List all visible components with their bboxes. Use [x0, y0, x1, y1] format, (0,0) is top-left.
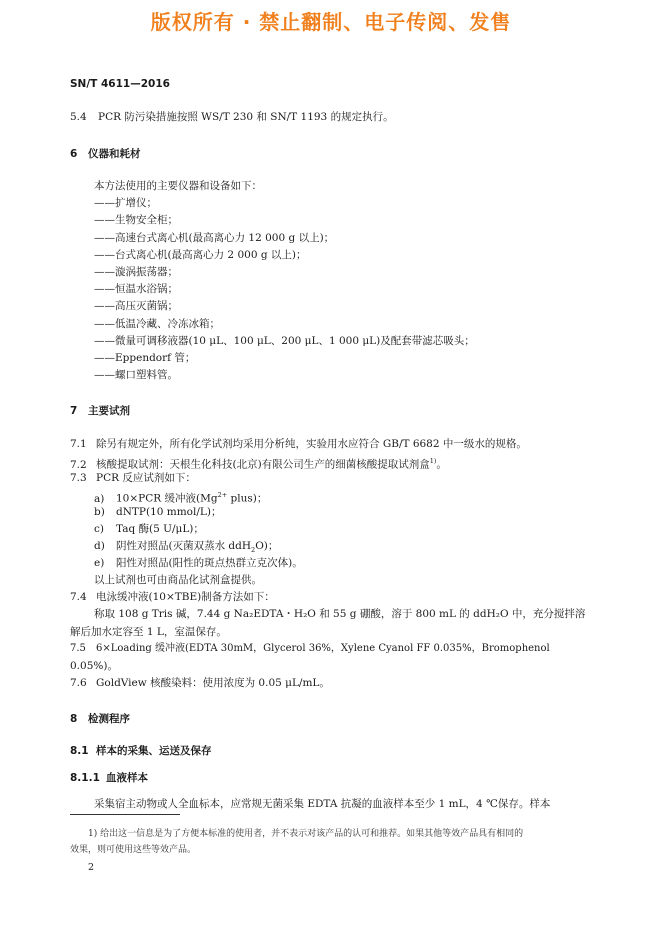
equipment-item: ——微量可调移液器(10 μL、100 μL、200 μL、1 000 μL)及配套带滤芯吸头； [94, 335, 475, 347]
equipment-item: ——扩增仪； [94, 197, 157, 209]
clause-number: 7.3 [70, 472, 87, 484]
reagent-note: 以上试剂也可由商品化试剂盒提供。 [94, 574, 262, 586]
clause-number: 7.6 [70, 677, 87, 689]
equipment-item: ——低温冷藏、冷冻冰箱； [94, 318, 220, 330]
page-number: 2 [88, 862, 95, 873]
clause-number: 7.1 [70, 438, 87, 450]
clause-text: 6×Loading 缓冲液(EDTA 30mM，Glycerol 36%，Xylene Cyanol FF 0.035%，Bromophenol [96, 643, 550, 654]
clause-7-4-body-line-2: 解后加水定容至 1 L，室温保存。 [70, 626, 227, 638]
section-7-heading [70, 403, 130, 418]
reagent-item-d [94, 539, 278, 557]
section-8-1-1-body: 采集宿主动物或人全血标本，应常规无菌采集 EDTA 抗凝的血液样本至少 1 mL，4 ℃保存。样本 [94, 798, 551, 810]
clause-text: PCR 防污染措施按照 WS/T 230 和 SN/T 1193 的规定执行。 [98, 111, 394, 123]
section-8-1-1-heading [70, 770, 148, 785]
equipment-item: ——高压灭菌锅； [94, 300, 178, 312]
clause-number: 7.2 [70, 458, 87, 471]
clause-7-6 [70, 676, 330, 690]
clause-7-4-body-line-1: 称取 108 g Tris 碱，7.44 g Na₂EDTA・H₂O 和 55 g 硼酸，溶于 800 mL 的 ddH₂O 中，充分搅拌溶 [94, 608, 586, 620]
item-label: e) [94, 557, 105, 569]
equipment-item: ——漩涡振荡器； [94, 266, 178, 278]
clause-7-5 [70, 642, 550, 656]
clause-end: 。 [436, 458, 447, 471]
reagent-item-c [94, 522, 204, 536]
section-title: 仪器和耗材 [88, 148, 141, 160]
equipment-item: ——生物安全柜； [94, 214, 178, 226]
section-title: 样本的采集、运送及保存 [96, 745, 212, 757]
clause-text: 核酸提取试剂：天根生化科技(北京)有限公司生产的细菌核酸提取试剂盒 [96, 458, 430, 471]
clause-number: 7.4 [70, 591, 87, 603]
reagent-item-b [94, 505, 221, 519]
clause-7-2 [70, 454, 447, 472]
clause-5-4 [70, 110, 394, 124]
item-label: d) [94, 540, 105, 552]
clause-text: 除另有规定外，所有化学试剂均采用分析纯，实验用水应符合 GB/T 6682 中一级水的规格。 [96, 438, 527, 450]
clause-7-1 [70, 437, 527, 451]
item-label: a) [94, 492, 105, 505]
item-text: dNTP(10 mmol/L)； [116, 506, 222, 518]
section-number: 8.1 [70, 745, 89, 757]
superscript: 2+ [217, 491, 228, 499]
equipment-item: ——高速台式离心机(最高离心力 12 000 g 以上)； [94, 232, 335, 244]
section-number: 6 [70, 148, 78, 160]
clause-7-3 [70, 471, 196, 485]
section-8-1-heading [70, 743, 212, 758]
copyright-watermark: 版权所有 · 禁止翻制、电子传阅、发售 [150, 10, 512, 34]
reagent-item-e [94, 556, 303, 570]
section-6-heading [70, 146, 141, 161]
item-text: 阳性对照品(阳性的斑点热群立克次体)。 [116, 557, 303, 569]
section-number: 8 [70, 713, 78, 725]
footnote-line-2: 效果，则可使用这些等效产品。 [70, 845, 197, 855]
item-text: 阴性对照品(灭菌双蒸水 ddH [116, 540, 252, 552]
equipment-item: ——台式离心机(最高离心力 2 000 g 以上)； [94, 249, 307, 261]
section-8-heading [70, 711, 130, 726]
footnote-divider [70, 814, 180, 815]
clause-7-4 [70, 590, 275, 604]
footnote-line-1: 1) 给出这一信息是为了方便本标准的使用者，并不表示对该产品的认可和推荐。如果其他等效产品具有相同的 [88, 829, 524, 839]
section-title: 检测程序 [88, 713, 130, 725]
equipment-item: ——Eppendorf 管； [94, 352, 196, 364]
section-number: 8.1.1 [70, 772, 100, 784]
equipment-item: ——螺口塑料管。 [94, 369, 178, 381]
clause-text: 电泳缓冲液(10×TBE)制备方法如下： [96, 591, 275, 603]
section-title: 主要试剂 [88, 405, 130, 417]
clause-7-5-continued: 0.05%)。 [70, 660, 118, 672]
standard-code: SN/T 4611—2016 [70, 78, 170, 90]
footnote-ref: 1) [429, 457, 437, 465]
item-label: c) [94, 523, 104, 535]
item-text-end: O)； [255, 540, 279, 552]
item-label: b) [94, 506, 105, 518]
equipment-item: ——恒温水浴锅； [94, 283, 178, 295]
clause-text: GoldView 核酸染料：使用浓度为 0.05 μL/mL。 [96, 677, 330, 689]
clause-text: PCR 反应试剂如下： [96, 472, 196, 484]
reagent-item-a [94, 488, 267, 506]
section-title: 血液样本 [106, 772, 148, 784]
clause-number: 7.5 [70, 643, 86, 654]
item-text: 10×PCR 缓冲液(Mg [116, 492, 218, 505]
item-text-end: plus)； [227, 492, 268, 505]
section-number: 7 [70, 405, 78, 417]
section-6-intro: 本方法使用的主要仪器和设备如下： [94, 180, 262, 192]
subscript: 2 [251, 546, 256, 555]
item-text: Taq 酶(5 U/μL)； [116, 523, 204, 535]
clause-number: 5.4 [70, 111, 87, 123]
